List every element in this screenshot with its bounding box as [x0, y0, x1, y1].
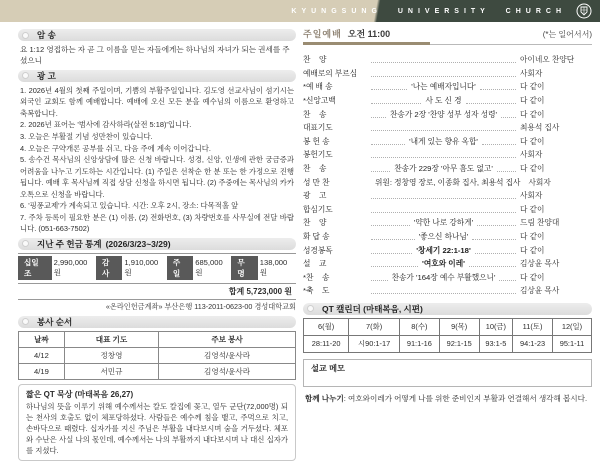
- service-cell: 김영석/윤사라: [159, 363, 296, 379]
- worship-item-label: *신앙고백: [303, 96, 336, 106]
- offering-type-badge: 주일: [167, 256, 193, 280]
- worship-item-song: 위원: 정창영 장로, 이종화 집사, 최용석 집사: [375, 177, 521, 187]
- offering-amount: 685,000원: [195, 258, 223, 278]
- worship-item-label: 예배로의 부르심: [303, 68, 358, 78]
- offering-type-badge: 무명: [231, 256, 257, 280]
- memorize-title: 암 송: [37, 30, 56, 40]
- qt-meditation-text: 하나님의 뜻을 이루기 위해 예수께서는 칼도 칼집에 꽂고, 열두 군단(72,000명) 되는 천사의 호출도 없이 체포당하셨다. 사람들은 예수께 침을 뱉고, 주먹으로 치고, 손바닥으로 때렸다. 십자가를 지신 주님은 부활을 내다보시며 숨을 거두셨다. 체포와 수난은 사실 나의 몫인데, 예수께서는 나의 부활까지 내다보시며 나 대신 십자가를 지셨다.: [26, 401, 288, 456]
- worship-item-song: '여호와 이레': [422, 259, 465, 269]
- leader-line: [371, 274, 388, 281]
- qt-meditation-box: [18, 384, 296, 461]
- worship-divider: [303, 44, 592, 45]
- sermon-memo-title: 설교 메모: [311, 363, 345, 373]
- announcement-item: 7. 주차 등록이 필요한 분은 (1) 이름, (2) 전화번호, (3) 차량번호를 사무실에 전달 바랍니다. (051-663-7502): [20, 212, 294, 234]
- qt-calendar-reading: 94:1-23: [513, 335, 553, 352]
- announcements-title: 광 고: [37, 70, 56, 81]
- worship-item: [303, 189, 592, 203]
- worship-item: [303, 216, 592, 230]
- service-col-header: 주보 봉사: [159, 331, 296, 347]
- worship-item: [303, 67, 592, 81]
- leader-line: [371, 70, 516, 77]
- qt-calendar-reading: 28:11-20: [304, 335, 349, 352]
- service-cell: 정창영: [64, 347, 158, 363]
- worship-item-by: 다 같이: [520, 82, 545, 92]
- worship-item-song: 찬송가 229장 '아무 흠도 없고': [394, 164, 493, 174]
- worship-item: [303, 257, 592, 271]
- leader-line: [371, 247, 412, 254]
- worship-item-song: '좋으신 하나님': [418, 232, 469, 242]
- qt-calendar-table: [303, 318, 592, 353]
- offering-title: 지난 주 헌금 통계: [37, 238, 102, 249]
- service-table: [18, 331, 296, 380]
- worship-item-label: 봉 헌 송: [303, 136, 330, 146]
- worship-item-by: 다 같이: [520, 245, 545, 255]
- worship-item-label: 찬 송: [303, 164, 327, 174]
- section-bullet-icon: [22, 318, 29, 325]
- worship-item-by: 다 같이: [520, 96, 545, 106]
- worship-item-label: 찬 양: [303, 218, 327, 228]
- left-column: [18, 26, 296, 461]
- offering-type-badge: 십일조: [18, 256, 52, 280]
- worship-item-label: 설 교: [303, 259, 327, 269]
- service-cell: 4/12: [19, 347, 65, 363]
- offering-type-badge: 감사: [96, 256, 122, 280]
- section-bullet-icon: [22, 72, 29, 79]
- qt-calendar-readings-row: [304, 335, 592, 352]
- leader-line: [371, 138, 405, 145]
- qt-calendar-reading: 92:1-15: [439, 335, 479, 352]
- church-title: KYUNGSUNG UNIVERSITY CHURCH: [291, 7, 566, 15]
- worship-item-label: 찬 송: [303, 109, 327, 119]
- leader-line: [371, 97, 421, 104]
- sermon-memo-box[interactable]: [303, 359, 592, 387]
- service-title: 봉사 순서: [37, 316, 73, 327]
- qt-calendar-title: QT 캘린더 (마태복음, 시편): [322, 303, 423, 314]
- worship-item-by: 드림 찬양대: [520, 218, 560, 228]
- right-column: [303, 27, 592, 404]
- offering-amount: 138,000원: [259, 258, 288, 278]
- worship-item-song: 사 도 신 경: [425, 96, 462, 106]
- qt-calendar-day: 11(토): [513, 318, 553, 335]
- leader-line: [371, 56, 516, 63]
- section-header-qt-calendar: [303, 303, 592, 315]
- offering-amount: 2,990,000원: [53, 258, 88, 278]
- announcement-item: 4. 오늘은 구약개론 공부를 쉬고, 다음 주에 계속 이어갑니다.: [20, 143, 211, 153]
- worship-item-by: 다 같이: [520, 232, 545, 242]
- worship-item-label: 봉헌기도: [303, 150, 333, 160]
- qt-calendar-day: 9(목): [439, 318, 479, 335]
- worship-item-by: 김상윤 목사: [520, 286, 560, 296]
- leader-line: [371, 83, 407, 90]
- worship-item: [303, 80, 592, 94]
- section-bullet-icon: [22, 240, 29, 247]
- worship-item-song: '창세기 22:1-18': [416, 245, 471, 255]
- worship-title: 주일예배: [303, 29, 342, 39]
- worship-item-by: 다 같이: [520, 272, 545, 282]
- header-bar: [0, 0, 600, 22]
- worship-item-by: 아이네오 찬양단: [520, 55, 575, 65]
- worship-item: [303, 135, 592, 149]
- worship-item-label: 찬 양: [303, 55, 327, 65]
- offering-total: 합계 5,723,000 원: [18, 284, 296, 300]
- worship-item-song: '약한 나로 강하게': [413, 218, 474, 228]
- leader-line: [501, 111, 516, 118]
- worship-item-by: 사회자: [520, 150, 543, 160]
- section-header-offering: [18, 238, 296, 250]
- worship-item-label: 대표기도: [303, 123, 333, 133]
- worship-item-song: 찬송가 2장 '찬양 성부 성자 성령': [390, 109, 498, 119]
- leader-line: [480, 83, 516, 90]
- qt-meditation-title: 짧은 QT 묵상 (마태복음 26,27): [26, 389, 134, 399]
- worship-item-by: 사회자: [520, 68, 543, 78]
- leader-line: [371, 260, 418, 267]
- leader-line: [371, 124, 516, 131]
- service-body: [19, 347, 296, 379]
- worship-item-label: *예 배 송: [303, 82, 333, 92]
- worship-time: 오전 11:00: [347, 29, 391, 39]
- qt-calendar-reading: 91:1-16: [399, 335, 439, 352]
- leader-line: [466, 97, 516, 104]
- worship-standing-note: (*는 일어서서): [542, 30, 592, 39]
- leader-line: [371, 165, 390, 172]
- worship-item-label: 성경봉독: [303, 245, 333, 255]
- service-cell: 김영석/윤사라: [159, 347, 296, 363]
- offering-date: (2026/3/23~3/29): [105, 238, 171, 249]
- worship-item: [303, 162, 592, 176]
- worship-item: [303, 121, 592, 135]
- qt-calendar-day: 6(월): [304, 318, 349, 335]
- offering-entries: [18, 253, 296, 284]
- qt-calendar-day: 10(금): [479, 318, 513, 335]
- leader-line: [371, 219, 410, 226]
- worship-item-by: 다 같이: [520, 136, 545, 146]
- worship-header: [303, 27, 592, 40]
- worship-item: [303, 203, 592, 217]
- worship-item-label: 성 만 찬: [303, 177, 330, 187]
- leader-line: [469, 260, 516, 267]
- leader-line: [499, 274, 516, 281]
- worship-item-by: 최용석 집사: [520, 123, 560, 133]
- worship-item-song: '나는 예배자입니다': [411, 82, 476, 92]
- worship-item: [303, 148, 592, 162]
- section-bullet-icon: [22, 32, 29, 39]
- announcement-list: [20, 85, 294, 235]
- share-together: [303, 393, 592, 404]
- qt-calendar-day: 7(화): [349, 318, 400, 335]
- leader-line: [371, 233, 415, 240]
- leader-line: [371, 111, 386, 118]
- university-emblem-icon: [576, 3, 592, 19]
- worship-item-label: *축 도: [303, 286, 330, 296]
- worship-item-song: 찬송가 '164장 예수 부활했으니': [391, 272, 496, 282]
- section-header-announcements: [18, 70, 296, 82]
- offering-amount: 1,910,000원: [124, 258, 159, 278]
- service-header-row: [19, 331, 296, 347]
- qt-calendar-day: 12(일): [552, 318, 591, 335]
- qt-calendar-reading: 시90:1-17: [349, 335, 400, 352]
- worship-item-by: 사회자: [528, 177, 551, 187]
- worship-item: [303, 94, 592, 108]
- worship-item-by: 김상윤 목사: [520, 259, 560, 269]
- worship-item: [303, 175, 592, 189]
- share-text: : 여호와이레가 어떻게 나를 위한 준비인지 부활과 연결해서 생각해 봅시다.: [343, 393, 588, 403]
- section-header-service: [18, 316, 296, 328]
- leader-line: [371, 192, 516, 199]
- share-label: 함께 나누기: [305, 393, 344, 403]
- worship-item-label: 합심기도: [303, 204, 333, 214]
- worship-item: [303, 271, 592, 285]
- worship-item-by: 다 같이: [520, 204, 545, 214]
- worship-item-by: 다 같이: [520, 109, 545, 119]
- worship-item-label: 광 고: [303, 191, 327, 201]
- announcement-item: 2. 2026년 표어는 '범사에 감사하라(살전 5:18)'입니다.: [20, 120, 192, 130]
- leader-line: [477, 219, 516, 226]
- service-cell: 4/19: [19, 363, 65, 379]
- qt-calendar-days-row: [304, 318, 592, 335]
- announcement-item: 3. 오늘은 부활절 기념 성만찬이 있습니다.: [20, 131, 153, 141]
- service-cell: 서민규: [64, 363, 158, 379]
- leader-line: [482, 138, 516, 145]
- worship-item: [303, 107, 592, 121]
- announcement-item: 5. 송수건 목사님의 신앙상담에 많은 신청 바랍니다. 성경, 신앙, 인생에 관한 궁금증과 어려움을 나누고 기도하는 시간입니다. (1) 주일은 선착순 한 분 또는 한 가정으로 진행됩니다. 예배 후 목사님께 직접 상담 신청을 하시면 됩니다. (2) 주중에는 목사님의 카카오톡으로 신청을 바랍니다.: [20, 155, 294, 199]
- leader-line: [371, 151, 516, 158]
- service-row: [19, 363, 296, 379]
- service-col-header: 대표 기도: [64, 331, 158, 347]
- worship-item-label: 화 답 송: [303, 232, 330, 242]
- worship-item-by: 다 같이: [520, 164, 545, 174]
- worship-item-label: *찬 송: [303, 272, 330, 282]
- worship-item-by: 사회자: [520, 191, 543, 201]
- qt-calendar-day: 8(수): [399, 318, 439, 335]
- worship-item: [303, 243, 592, 257]
- memorize-text: 요 1:12 영접하는 자 곧 그 이름을 믿는 자들에게는 하나님의 자녀가 되는 권세를 주셨으니: [20, 45, 290, 66]
- worship-list: [303, 53, 592, 298]
- worship-item: [303, 53, 592, 67]
- leader-line: [497, 165, 516, 172]
- offering-account: «온라인헌금계좌» 부산은행 113-2011-0623-00 경성대학교회: [105, 301, 296, 311]
- announcement-item: 6. '핑퐁교제'가 계속되고 있습니다. 시간: 오후 2시, 장소: 다목적홀 앞: [20, 201, 239, 211]
- service-col-header: 날짜: [19, 331, 65, 347]
- worship-item: [303, 230, 592, 244]
- worship-item-song: '내게 있는 향유 옥합': [409, 136, 478, 146]
- service-row: [19, 347, 296, 363]
- worship-item: [303, 284, 592, 298]
- leader-line: [371, 206, 516, 213]
- section-bullet-icon: [307, 305, 314, 312]
- leader-line: [472, 233, 516, 240]
- leader-line: [475, 247, 516, 254]
- qt-calendar-reading: 95:1-11: [552, 335, 591, 352]
- leader-line: [371, 287, 516, 294]
- announcement-item: 1. 2026년 4월의 첫째 주일이며, 기쁨의 부활주일입니다. 김도영 선교사님이 섬기시는 외국인 교회도 함께 예배합니다. 예배에 오신 모든 분을 예수님의 이름으로 환영하고 축복합니다.: [20, 85, 294, 118]
- section-header-memorize: [18, 29, 296, 41]
- qt-calendar-reading: 93:1-5: [479, 335, 513, 352]
